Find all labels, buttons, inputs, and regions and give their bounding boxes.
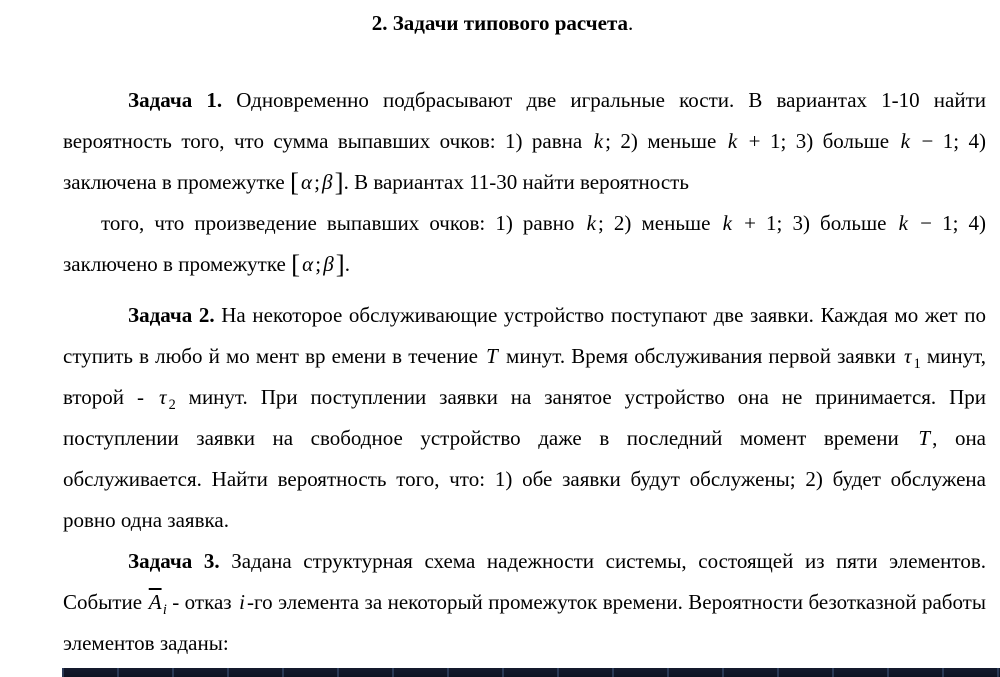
text-run: минут. Время обслуживания первой заявки [499, 344, 902, 368]
text-run: k [722, 211, 732, 235]
text-run: β [323, 252, 334, 276]
problem-1-part-2 [63, 203, 986, 285]
text-run: + 1; 3) больше [739, 129, 899, 153]
text-run: τ [903, 344, 912, 368]
text-run: $\overline{A}$ [148, 590, 162, 614]
problem-1-part-1 [63, 80, 986, 203]
text-run: минут, второй - [63, 344, 986, 409]
text-run: i [239, 590, 245, 614]
text-run: 2 [168, 397, 176, 414]
text-run: [ [291, 249, 301, 280]
text-run: ; 2) меньше [605, 129, 726, 153]
text-run: T [918, 426, 931, 450]
text-run: k [593, 129, 604, 153]
text-run: . В вариантах 11-30 найти вероятность [343, 170, 689, 194]
text-run: Задана структурная схема надежности системы, состоящей из пяти элементов. Событие [63, 549, 986, 614]
text-run: β [322, 170, 333, 194]
text-run: того, что произведение выпавших очков: 1) равно [101, 211, 585, 235]
text-run: i [162, 602, 167, 619]
text-run: Одновременно подбрасывают две игральные кости. В вариантах 1-10 найти вероятность того, что сумма выпавших очков: 1) равна [63, 88, 987, 153]
text-run: , она обслуживается. Найти вероятность того, что: 1) обе заявки будут обслужены; 2) будет обслужена ровно одна заявка. [63, 426, 987, 532]
text-run: На некоторое обслуживающие устройство поступают две заявки. Каждая мо жет по ступить в любо й мо мент вр емени в течение [63, 303, 986, 368]
text-run: − 1; 4) заключено в промежутке [63, 211, 986, 276]
text-run: ; [315, 252, 322, 276]
text-run: α [300, 170, 313, 194]
text-run: ] [334, 167, 344, 198]
text-run: k [586, 211, 596, 235]
document-title-period: . [628, 11, 634, 35]
cropped-figure-strip [62, 668, 1000, 677]
text-run: α [302, 252, 314, 276]
text-run: ; 2) меньше [598, 211, 721, 235]
document-title [41, 8, 964, 38]
text-run: 1 [913, 356, 921, 373]
text-run: [ [289, 167, 299, 198]
document-title-text: 2. Задачи типового расчета [371, 11, 629, 35]
text-run: τ [158, 385, 167, 409]
problem-label: Задача 2. [128, 303, 215, 327]
problem-label: Задача 1. [128, 88, 223, 112]
text-run: - отказ [166, 590, 238, 614]
text-run: ] [335, 249, 345, 280]
paragraphs [63, 80, 986, 664]
text-run: T [486, 344, 498, 368]
text-run: − 1; 4) заключена в промежутке [63, 129, 986, 194]
text-run: ; [314, 170, 320, 194]
text-run: + 1; 3) больше [734, 211, 897, 235]
text-run: -го элемента за некоторый промежуток времени. Вероятности безотказной работы элементов заданы: [63, 590, 986, 655]
problem-2 [63, 295, 986, 541]
text-run: k [898, 211, 908, 235]
text-run: k [900, 129, 910, 153]
text-run: минут. При поступлении заявки на занятое устройство она не принимается. При поступлении заявки на свободное устройство даже в последний момент времени [63, 385, 986, 450]
text-run: . [344, 252, 350, 276]
problem-3 [63, 541, 986, 664]
text-run: k [727, 129, 738, 153]
problem-label: Задача 3. [128, 549, 220, 573]
